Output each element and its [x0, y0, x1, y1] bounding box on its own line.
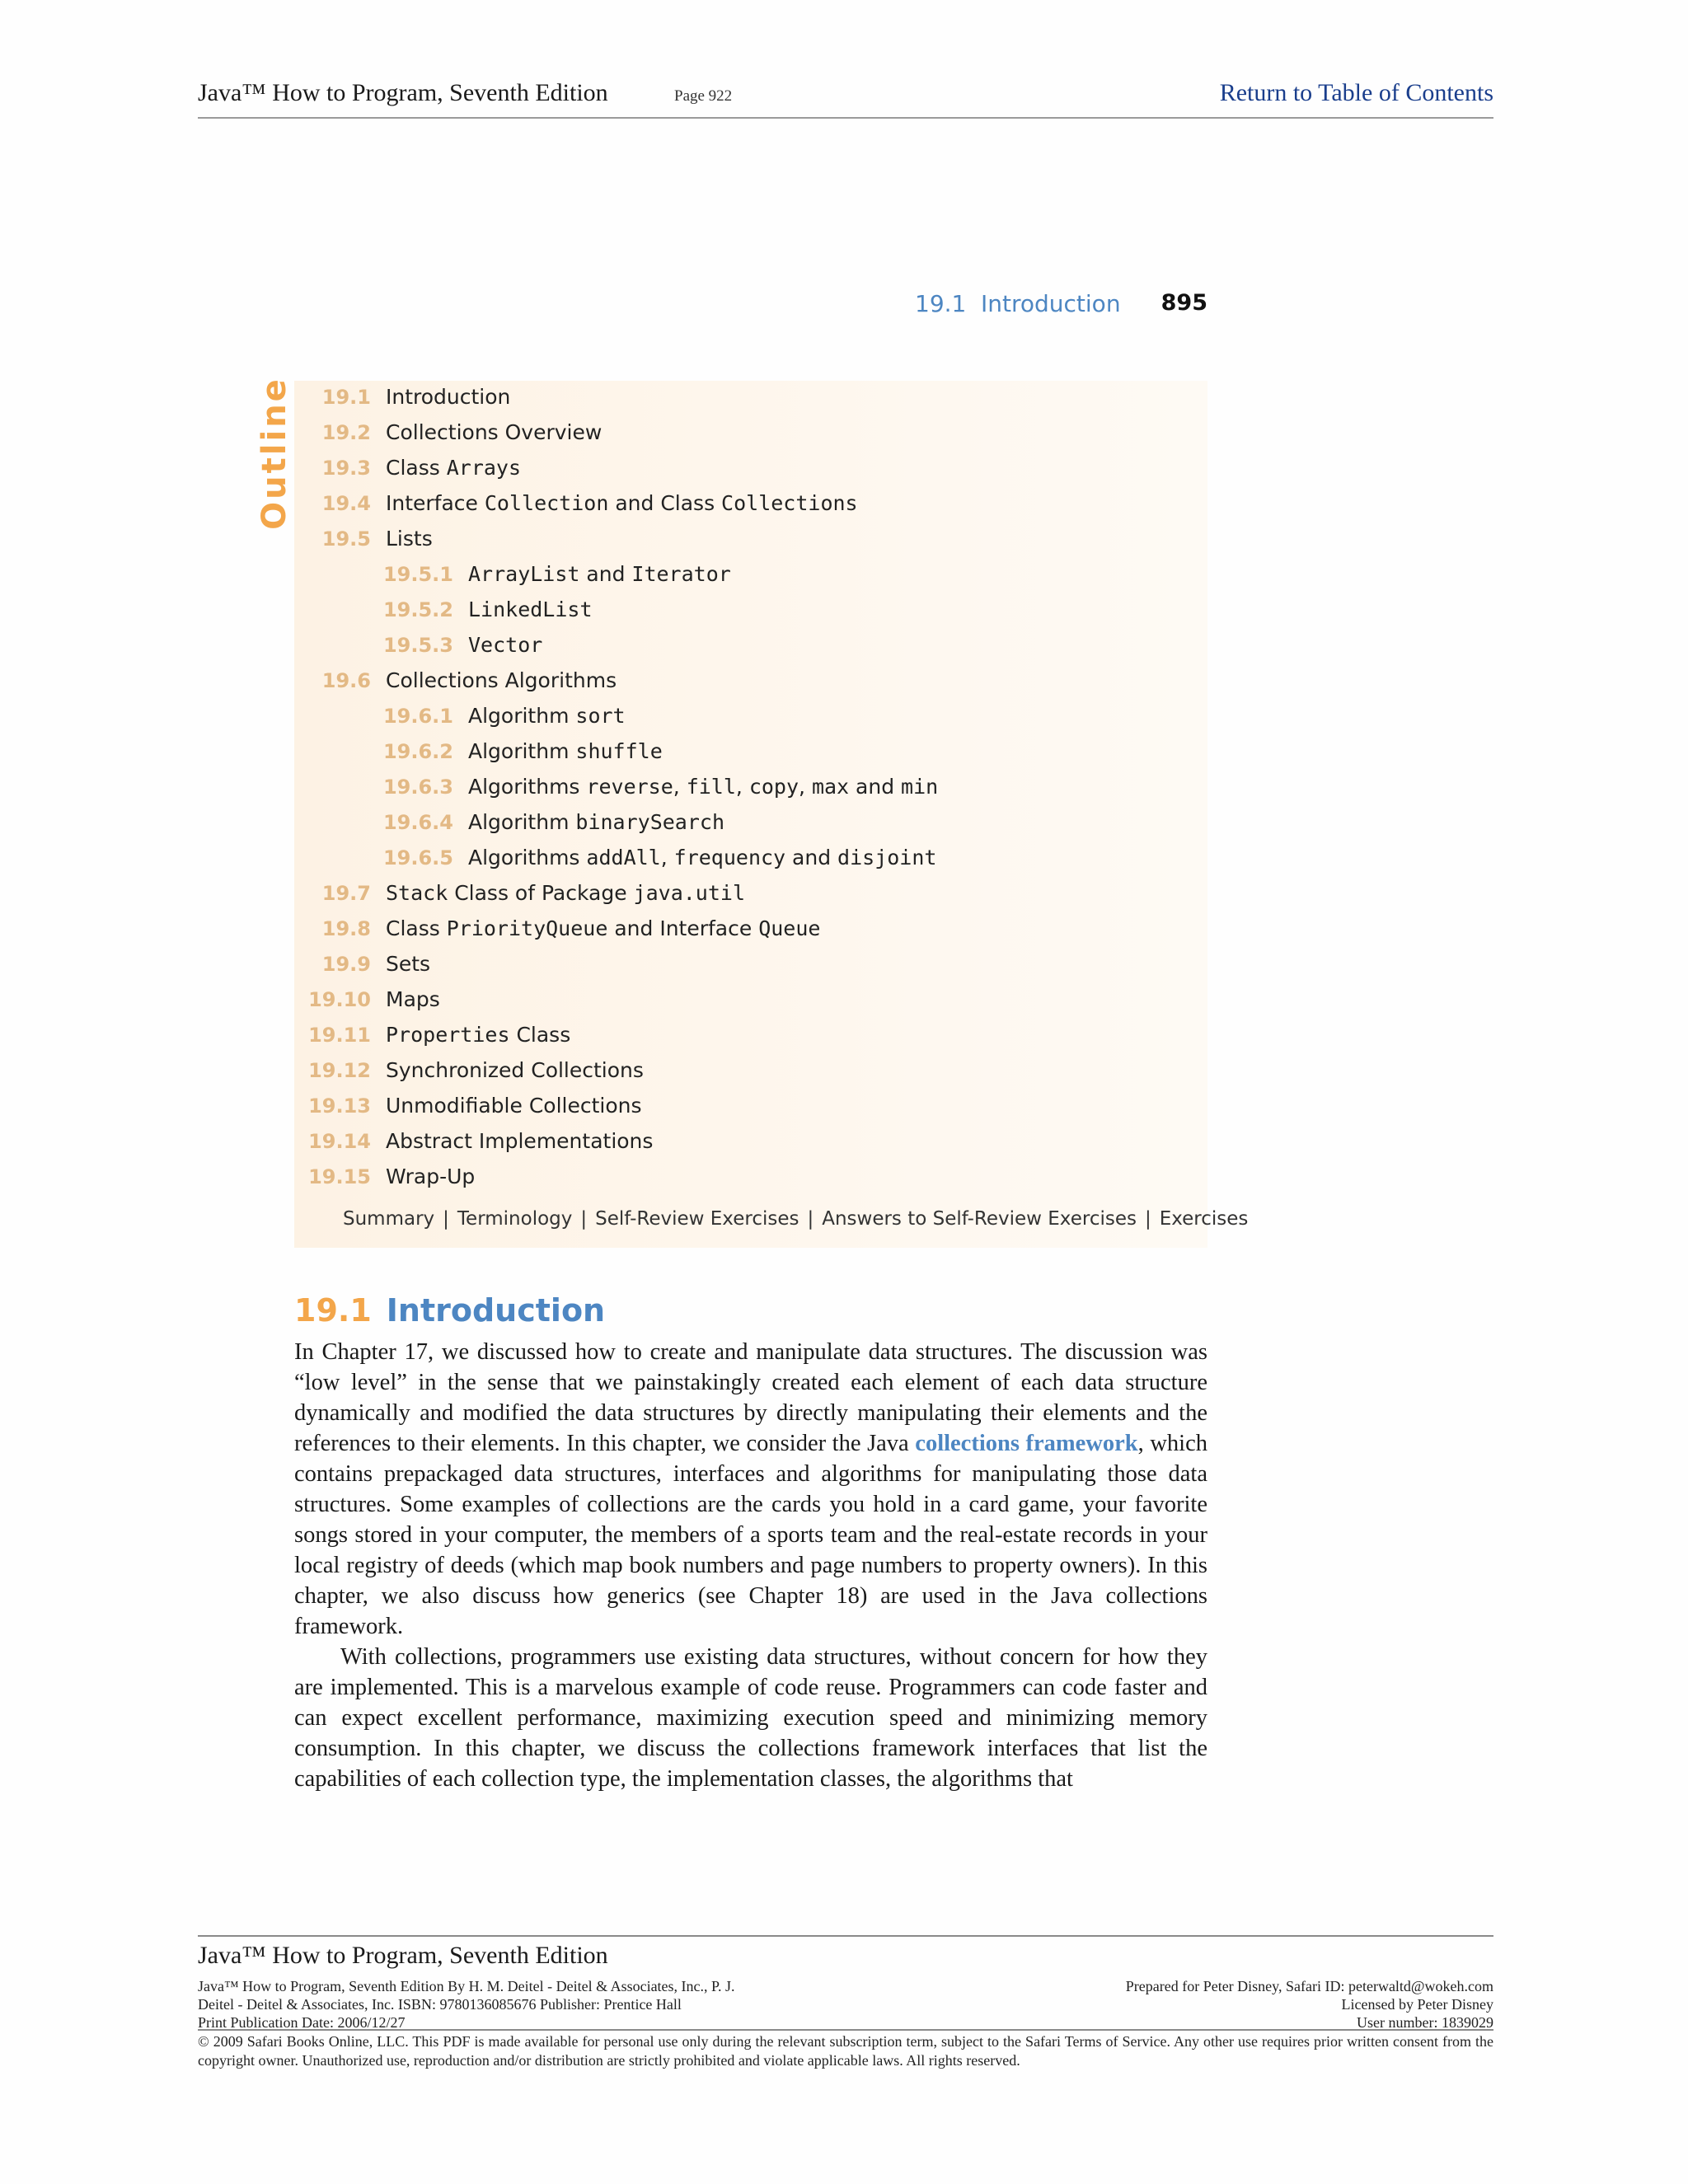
outline-item-title: Class Arrays [386, 456, 522, 480]
outline-item-number: 19.6.5 [382, 846, 453, 869]
running-head-section: 19.1 [915, 290, 967, 317]
outline-item-title: Interface Collection and Class Collections [386, 491, 858, 515]
outline-footer-link-answers-to-self-review-exercises[interactable]: Answers to Self-Review Exercises [822, 1208, 1137, 1230]
outline-item-title: Algorithms reverse, fill, copy, max and min [468, 775, 939, 799]
outline-item-number: 19.14 [308, 1130, 371, 1153]
copyright-notice: © 2009 Safari Books Online, LLC. This PDF is made available for personal use only during the relevant subscription term, subject to the Safari Terms of Service. Any other use requires prior written consent from the copyright owner. Unauthorized use, reproduction and/or distribution are strictly prohibited and violate applicable laws. All rights reserved. [198, 2033, 1493, 2069]
outline-item-number: 19.6.3 [382, 776, 453, 799]
outline-item-title: Introduction [386, 385, 511, 409]
page-header [198, 76, 1493, 119]
outline-item-title: LinkedList [468, 598, 593, 621]
outline-item-title: Properties Class [386, 1023, 571, 1047]
outline-label: Outline [256, 377, 293, 530]
outline-item-number: 19.15 [308, 1165, 371, 1188]
footer-license-line: User number: 1839029 [1357, 2014, 1493, 2031]
footer-book-info-line: Deitel - Deitel & Associates, Inc. ISBN: 9780136085676 Publisher: Prentice Hall [198, 1996, 682, 2013]
outline-item-title: Collections Overview [386, 420, 603, 444]
outline-item-number: 19.5 [321, 527, 371, 551]
outline-item-title: Class PriorityQueue and Interface Queue [386, 916, 821, 940]
key-term: collections framework [915, 1431, 1138, 1456]
running-head-title: Introduction [981, 290, 1121, 317]
outline-item-title: Lists [386, 527, 433, 551]
outline-item-number: 19.12 [308, 1059, 371, 1082]
outline-item-title: Synchronized Collections [386, 1058, 644, 1082]
section-heading [294, 1292, 605, 1335]
outline-item-number: 19.3 [321, 457, 371, 480]
outline-footer-link-terminology[interactable]: Terminology [457, 1208, 573, 1230]
outline-item-number: 19.6.4 [382, 811, 453, 834]
outline-item-title: Algorithms addAll, frequency and disjoint [468, 846, 937, 869]
section-number: 19.1 [294, 1292, 372, 1329]
outline-footer-link-exercises[interactable]: Exercises [1159, 1208, 1249, 1230]
footer-divider [198, 2029, 1493, 2031]
outline-item-number: 19.9 [321, 953, 371, 976]
outline-item-number: 19.5.1 [382, 563, 453, 586]
link-separator: | [443, 1208, 449, 1230]
outline-item-title: Algorithm binarySearch [468, 810, 725, 834]
outline-item-number: 19.1 [321, 386, 371, 409]
footer-license-line: Licensed by Peter Disney [1341, 1996, 1493, 2013]
outline-footer-link-self-review-exercises[interactable]: Self-Review Exercises [595, 1208, 799, 1230]
outline-item-title: Algorithm shuffle [468, 739, 663, 763]
outline-item-title: ArrayList and Iterator [468, 562, 731, 586]
outline-footer-links [343, 1208, 1248, 1230]
section-title: Introduction [386, 1292, 606, 1329]
outline-item-title: Maps [386, 987, 440, 1011]
page-footer [198, 1935, 1493, 2069]
link-separator: | [807, 1208, 814, 1230]
outline-item-title: Unmodifiable Collections [386, 1094, 642, 1118]
running-head [915, 290, 1207, 323]
outline-item-number: 19.2 [321, 421, 371, 444]
footer-book-info-line: Print Publication Date: 2006/12/27 [198, 2014, 406, 2031]
book-title: Java™ How to Program, Seventh Edition [198, 79, 608, 106]
outline-item-number: 19.6 [321, 669, 371, 692]
link-separator: | [1144, 1208, 1151, 1230]
paragraph-1: In Chapter 17, we discussed how to create and manipulate data structures. The discussion was “low level” in the sense that we painstakingly created each element of each data structure dynamically and modified the data structures by directly manipulating their elements and the references to their elements. In this chapter, we consider the Java collections framework, which contains prepackaged data structures, interfaces and algorithms for manipulating those data structures. Some examples of collections are the cards you hold in a card game, your favorite songs stored in your computer, the members of a sports team and the real-estate records in your local registry of deeds (which map book numbers and page numbers to property owners). In this chapter, we also discuss how generics (see Chapter 18) are used in the Java collections framework. [294, 1339, 1207, 1639]
outline-item-number: 19.7 [321, 882, 371, 905]
return-to-toc-link[interactable]: Return to Table of Contents [1219, 79, 1493, 106]
paragraph-2: With collections, programmers use existing data structures, without concern for how they are implemented. This is a marvelous example of code reuse. Programmers can code faster and can expect excellent performance, maximizing execution speed and minimizing memory consumption. In this chapter, we discuss the collections framework interfaces that list the capabilities of each collection type, the implementation classes, the algorithms that [294, 1644, 1207, 1792]
outline-item-number: 19.13 [308, 1094, 371, 1118]
page-number-label: Page 922 [674, 87, 733, 105]
outline-item-number: 19.6.2 [382, 740, 453, 763]
outline-item-title: Sets [386, 952, 431, 976]
footer-license-line: Prepared for Peter Disney, Safari ID: peterwaltd@wokeh.com [1125, 1978, 1493, 1994]
body-text [294, 1337, 1207, 1794]
outline-item-title: Abstract Implementations [386, 1129, 654, 1153]
link-separator: | [580, 1208, 588, 1230]
outline-item-number: 19.6.1 [382, 705, 453, 728]
outline-item-title: Vector [468, 633, 543, 657]
outline-footer-link-summary[interactable]: Summary [343, 1208, 435, 1230]
footer-book-info-line: Java™ How to Program, Seventh Edition By H. M. Deitel - Deitel & Associates, Inc., P. J. [198, 1978, 735, 1994]
outline-item-number: 19.4 [321, 492, 371, 515]
outline-item-number: 19.10 [308, 988, 371, 1011]
book-page-number: 895 [1160, 290, 1207, 316]
footer-book-title: Java™ How to Program, Seventh Edition [198, 1942, 608, 1969]
outline-item-number: 19.11 [308, 1024, 371, 1047]
outline-item-title: Collections Algorithms [386, 668, 617, 692]
outline-item-title: Algorithm sort [468, 704, 626, 728]
outline-item-number: 19.8 [321, 917, 371, 940]
outline-item-title: Stack Class of Package java.util [386, 881, 746, 905]
outline-item-title: Wrap-Up [386, 1165, 476, 1188]
outline-item-number: 19.5.3 [382, 634, 453, 657]
outline-item-number: 19.5.2 [382, 598, 453, 621]
